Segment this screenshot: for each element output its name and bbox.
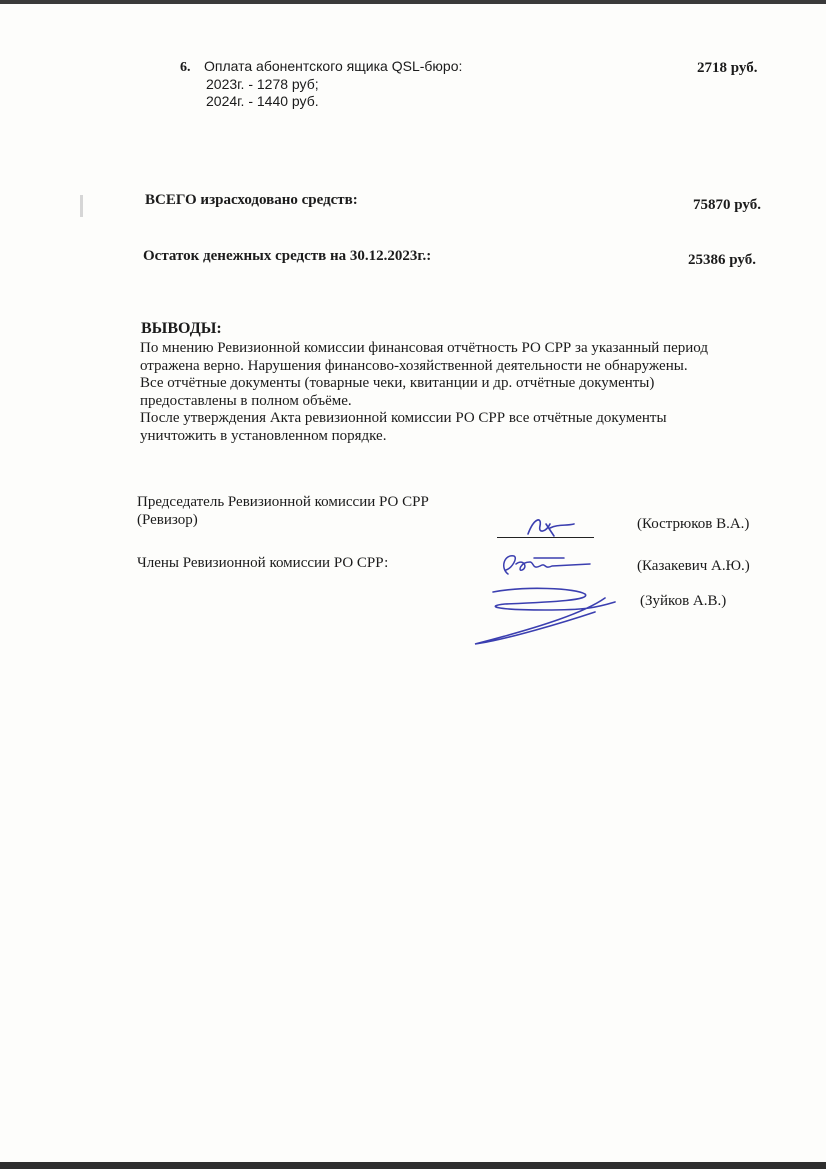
- member2-name: (Зуйков А.В.): [640, 593, 727, 609]
- conclusion-line: отражена верно. Нарушения финансово-хозяйственной деятельности не обнаружены.: [140, 357, 688, 374]
- scan-mark: [80, 195, 83, 217]
- scan-top-edge: [0, 0, 826, 4]
- conclusions-heading: ВЫВОДЫ:: [141, 320, 222, 337]
- member1-name: (Казакевич А.Ю.): [637, 558, 750, 574]
- item-line-2024: 2024г. - 1440 руб.: [206, 93, 319, 109]
- chairman-signature: [520, 512, 580, 542]
- item-amount: 2718 руб.: [697, 60, 758, 76]
- item-title: Оплата абонентского ящика QSL-бюро:: [204, 58, 463, 74]
- chairman-title: Председатель Ревизионной комиссии РО СРР: [137, 494, 429, 510]
- chairman-role: (Ревизор): [137, 512, 198, 528]
- conclusion-line: После утверждения Акта ревизионной комиссии РО СРР все отчётные документы: [140, 410, 667, 427]
- chairman-name: (Кострюков В.А.): [637, 516, 750, 532]
- conclusion-line: По мнению Ревизионной комиссии финансовая отчётность РО СРР за указанный период: [140, 340, 708, 356]
- conclusions-text: [140, 340, 708, 446]
- member2-signature: [465, 582, 625, 650]
- total-spent-value: 75870 руб.: [693, 197, 761, 213]
- item-number: 6.: [180, 60, 191, 75]
- balance-label: Остаток денежных средств на 30.12.2023г.:: [143, 248, 432, 264]
- scan-bottom-edge: [0, 1162, 826, 1169]
- conclusion-line: предоставлены в полном объёме.: [140, 392, 352, 409]
- total-spent-label: ВСЕГО израсходовано средств:: [145, 192, 358, 208]
- expense-item-6: [180, 58, 462, 110]
- member1-signature: [494, 550, 604, 580]
- item-line-2023: 2023г. - 1278 руб;: [206, 76, 319, 92]
- balance-value: 25386 руб.: [688, 252, 756, 268]
- conclusion-line: уничтожить в установленном порядке.: [140, 427, 387, 444]
- conclusion-line: Все отчётные документы (товарные чеки, квитанции и др. отчётные документы): [140, 375, 655, 392]
- members-title: Члены Ревизионной комиссии РО СРР:: [137, 555, 389, 571]
